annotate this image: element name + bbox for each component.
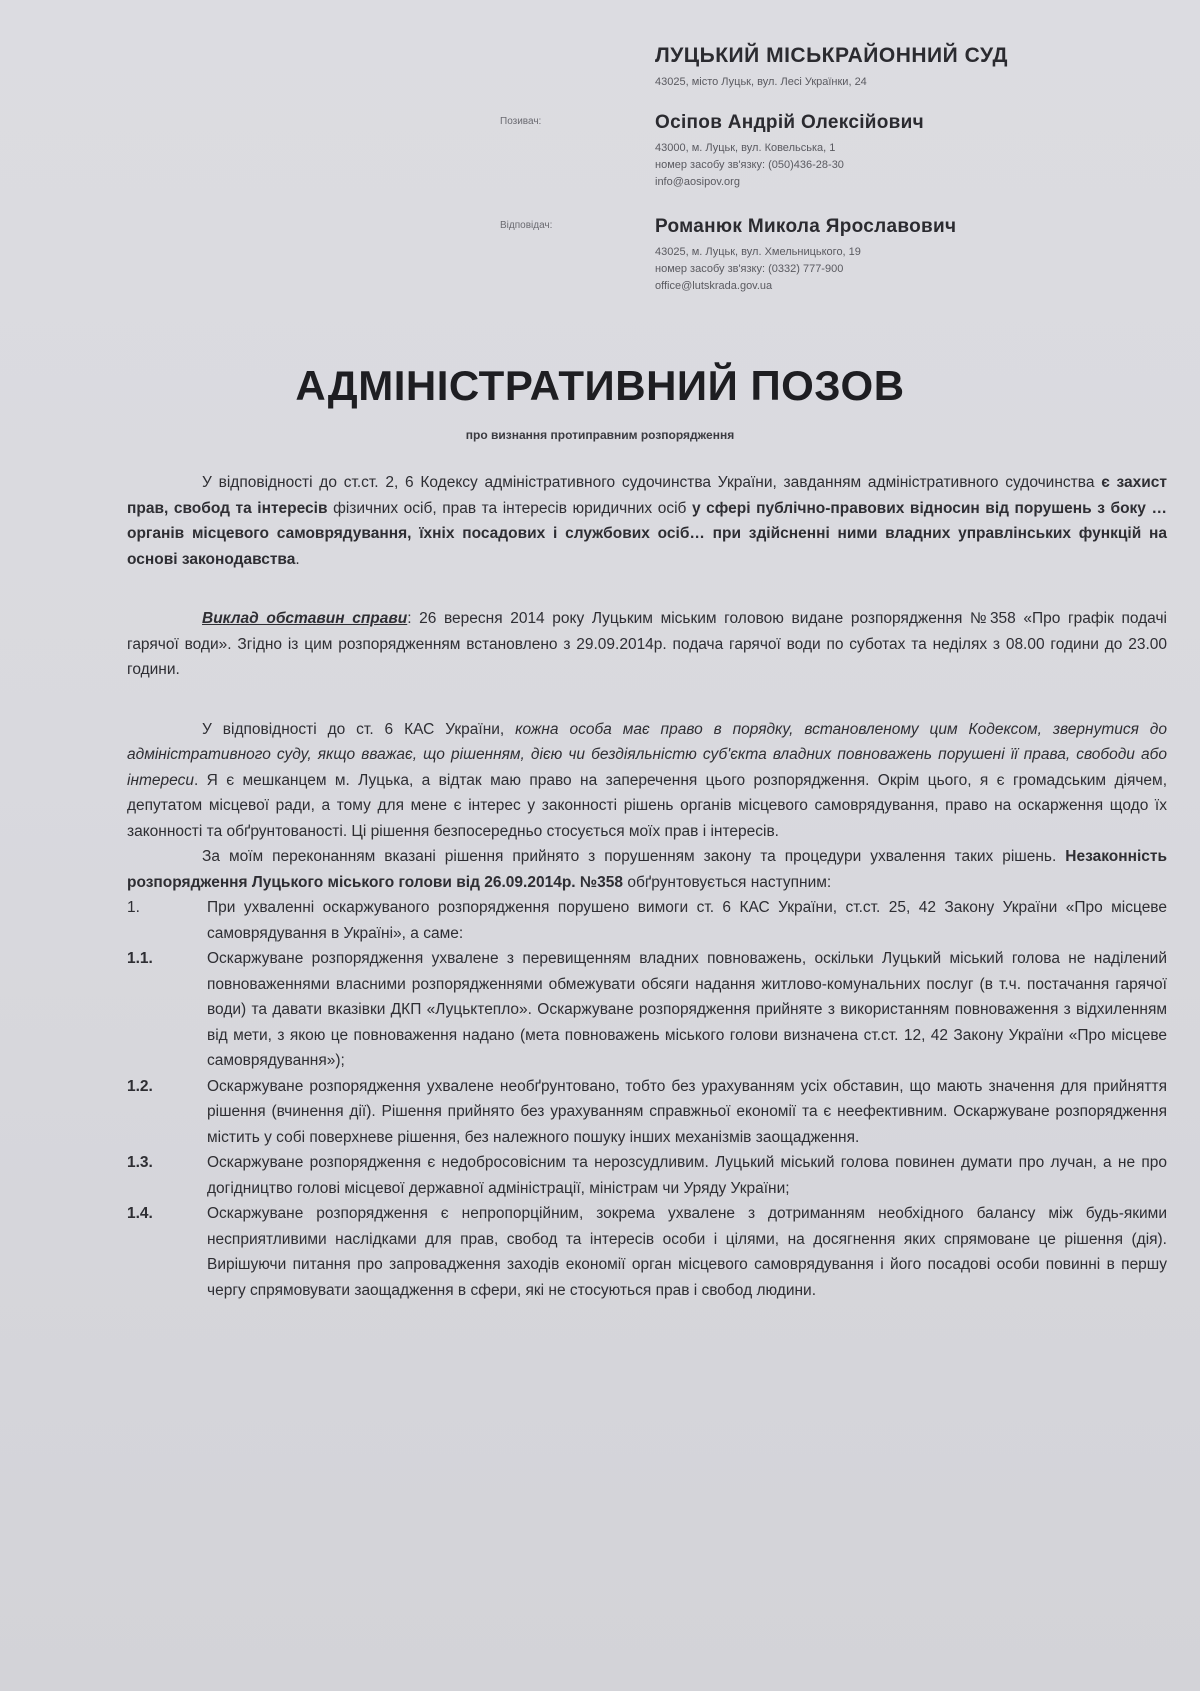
- plaintiff-address: 43000, м. Луцьк, вул. Ковельська, 1: [655, 142, 836, 154]
- paragraph-standing: У відповідності до ст. 6 КАС України, кожна особа має право в порядку, встановленому цим Кодексом, звернутися до адміністративного суду, якщо вважає, що рішенням, дією чи бездіяльністю суб'єкта владних повноважень порушені її права, свободи або інтереси. Я є мешканцем м. Луцька, а відтак маю право на заперечення цього розпорядження. Окрім цього, я є громадським діячем, депутатом місцевої ради, а тому для мене є інтерес у законності рішень органів місцевого самоврядування, право на оскарження щодо їх законності та обґрунтованості. Ці рішення безпосередньо стосується моїх прав і інтересів.: [127, 720, 1167, 840]
- list-item: 1.2. Оскаржуване розпорядження ухвалене необґрунтовано, тобто без урахуванням усіх обставин, що мають значення для прийняття рішення (вчинення дії). Рішення прийнято без урахуванням справжньої економії та є неефективним. Оскаржуване розпорядження містить у собі поверхневе рішення, без належного пошуку інших механізмів заощадження.: [127, 1077, 1167, 1146]
- plaintiff-phone: номер засобу зв'язку: (050)436-28-30: [655, 159, 844, 171]
- plaintiff-email: info@aosipov.org: [655, 176, 740, 188]
- court-address: 43025, місто Луцьк, вул. Лесі Українки, 24: [655, 76, 867, 88]
- court-name: ЛУЦЬКИЙ МІСЬКРАЙОННИЙ СУД: [655, 44, 1008, 67]
- plaintiff-name: Осіпов Андрій Олексійович: [655, 112, 924, 133]
- court-header: [655, 44, 1175, 91]
- paragraph-legal-basis: У відповідності до ст.ст. 2, 6 Кодексу адміністративного судочинства України, завданням адміністративного судочинства є захист прав, свобод та інтересів фізичних осіб, прав та інтересів юридичних осіб у сфері публічно-правових відносин від порушень з боку … органів місцевого самоврядування, їхніх посадових і службових осіб… при здійсненні ними владних управлінських функцій на основі законодавства.: [127, 474, 1167, 568]
- defendant-address: 43025, м. Луцьк, вул. Хмельницького, 19: [655, 246, 861, 258]
- list-item: 1.3. Оскаржуване розпорядження є недобросовісним та нерозсудливим. Луцький міський голова повинен думати про лучан, а не про догідництво голові місцевої державної адміністрації, міністрам чи Уряду України;: [127, 1154, 1167, 1197]
- paragraph-circumstances: Виклад обставин справи: 26 вересня 2014 року Луцьким міським головою видане розпорядження №358 «Про графік подачі гарячої води». Згідно із цим розпорядженням встановлено з 29.09.2014р. подача гарячої води по суботах та неділях з 08.00 години до 23.00 години.: [127, 610, 1167, 678]
- plaintiff-label: Позивач:: [500, 116, 542, 127]
- document-title: АДМІНІСТРАТИВНИЙ ПОЗОВ: [295, 362, 905, 409]
- list-item: 1.4. Оскаржуване розпорядження є непропорційним, зокрема ухвалене з дотриманням необхідного балансу між будь-якими несприятливими наслідками для прав, свобод та інтересів особи і цілями, на досягнення яких спрямоване це рішення (дія). Вирішуючи питання про запровадження заходів економії орган місцевого самоврядування і його посадові особи повинні в першу чергу спрямовувати заощадження в сфери, які не стосуються прав і свобод людини.: [127, 1205, 1167, 1299]
- document-subtitle: про визнання протиправним розпорядження: [465, 428, 735, 442]
- list-item: 1.1. Оскаржуване розпорядження ухвалене з перевищенням владних повноважень, оскільки Луцький міський голова не наділений повноваженнями власними розпорядженнями обмежувати обсяги надання житлово-комунальних послуг (в т.ч. постачання гарячої води) та давати вказівки ДКП «Луцьктепло». Оскаржуване розпорядження прийняте з використанням повноваження з відхиленням від мети, з якою це повноваження надано (мета повноважень міського голови визначена ст.ст. 12, 42 Закону України «Про місцеве самоврядування»);: [127, 950, 1167, 1069]
- circumstances-heading: Виклад обставин справи: [202, 610, 408, 627]
- defendant-phone: номер засобу зв'язку: (0332) 777-900: [655, 263, 844, 275]
- paragraph-illegality: За моїм переконанням вказані рішення прийнято з порушенням закону та процедури ухвалення таких рішень. Незаконність розпорядження Луцького міського голови від 26.09.2014р. №358 обґрунтовується наступним:: [127, 848, 1167, 891]
- list-item: 1. При ухваленні оскаржуваного розпорядження порушено вимоги ст. 6 КАС України, ст.ст. 25, 42 Закону України «Про місцеве самоврядування в Україні», а саме:: [127, 899, 1167, 942]
- defendant-label: Відповідач:: [500, 220, 553, 231]
- defendant-name: Романюк Микола Ярославович: [655, 216, 957, 237]
- document-body: [127, 470, 1167, 1303]
- defendant-email: office@lutskrada.gov.ua: [655, 280, 773, 292]
